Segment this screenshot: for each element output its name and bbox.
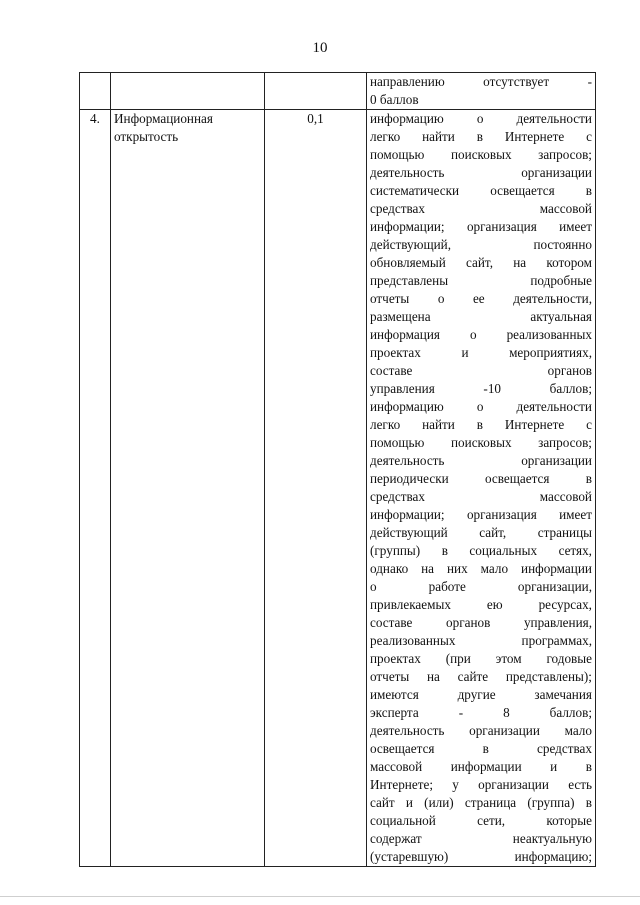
cell-weight: 0,1 — [265, 110, 367, 867]
description-line: имеются другие замечания — [370, 687, 592, 702]
description-line: деятельность организации — [370, 165, 592, 180]
description-line: массовой информации и в — [370, 759, 592, 774]
page-number: 10 — [312, 40, 328, 56]
description-line: привлекаемых ею ресурсах, — [370, 597, 592, 612]
description-line: составе органов управления, — [370, 615, 592, 630]
description-line: деятельность организации — [370, 453, 592, 468]
description-line: информацию о деятельности — [370, 111, 592, 126]
description-line: представлены подробные — [370, 273, 592, 288]
description-line: составе органов — [370, 363, 592, 378]
description-line: управления -10 баллов; — [370, 381, 592, 396]
description-line: сайт и (или) страница (группа) в — [370, 795, 592, 810]
table-row — [80, 110, 596, 867]
description-line: эксперта - 8 баллов; — [370, 705, 592, 720]
description-line: размещена актуальная — [370, 309, 592, 324]
description-line: проектах (при этом годовые — [370, 651, 592, 666]
description-line: помощью поисковых запросов; — [370, 147, 592, 162]
description-line: легко найти в Интернете с — [370, 417, 592, 432]
description-line: (группы) в социальных сетях, — [370, 543, 592, 558]
description-line: деятельность организации мало — [370, 723, 592, 738]
description-line: действующий сайт, страницы — [370, 525, 592, 540]
description-line: средствах массовой — [370, 489, 592, 504]
cell-criterion-name — [111, 110, 265, 867]
description-line: действующий, постоянно — [370, 237, 592, 252]
description-line: периодически освещается в — [370, 471, 592, 486]
description-line: обновляемый сайт, на котором — [370, 255, 592, 270]
description-line: систематически освещается в — [370, 183, 592, 198]
description-line: (устаревшую) информацию; — [370, 849, 592, 864]
criteria-table — [79, 72, 596, 867]
description-line: реализованных программах, — [370, 633, 592, 648]
description-line: отчеты о ее деятельности, — [370, 291, 592, 306]
description-line: информацию о деятельности — [370, 399, 592, 414]
criterion-name-line: открытость — [114, 129, 179, 144]
description-line: Интернете; у организации есть — [370, 777, 592, 792]
table-row — [80, 73, 596, 110]
description-line: проектах и мероприятиях, — [370, 345, 592, 360]
description-line: содержат неактуальную — [370, 831, 592, 846]
description-line: о работе организации, — [370, 579, 592, 594]
description-line: легко найти в Интернете с — [370, 129, 592, 144]
description-line: 0 баллов — [370, 92, 419, 107]
description-line: направлению отсутствует - — [370, 74, 592, 89]
cell-criterion-name — [111, 73, 265, 110]
description-line: помощью поисковых запросов; — [370, 435, 592, 450]
description-line: средствах массовой — [370, 201, 592, 216]
description-line: информация о реализованных — [370, 327, 592, 342]
description-line: освещается в средствах — [370, 741, 592, 756]
description-line: информации; организация имеет — [370, 507, 592, 522]
cell-description — [367, 110, 596, 867]
scan-edge-line — [0, 896, 640, 897]
criterion-name-line: Информационная — [114, 111, 213, 126]
cell-weight — [265, 73, 367, 110]
cell-number — [80, 73, 111, 110]
cell-description — [367, 73, 596, 110]
cell-number: 4. — [80, 110, 111, 867]
description-line: социальной сети, которые — [370, 813, 592, 828]
description-line: однако на них мало информации — [370, 561, 592, 576]
description-line: отчеты на сайте представлены); — [370, 669, 592, 684]
criteria-table-body — [80, 73, 596, 867]
description-line: информации; организация имеет — [370, 219, 592, 234]
